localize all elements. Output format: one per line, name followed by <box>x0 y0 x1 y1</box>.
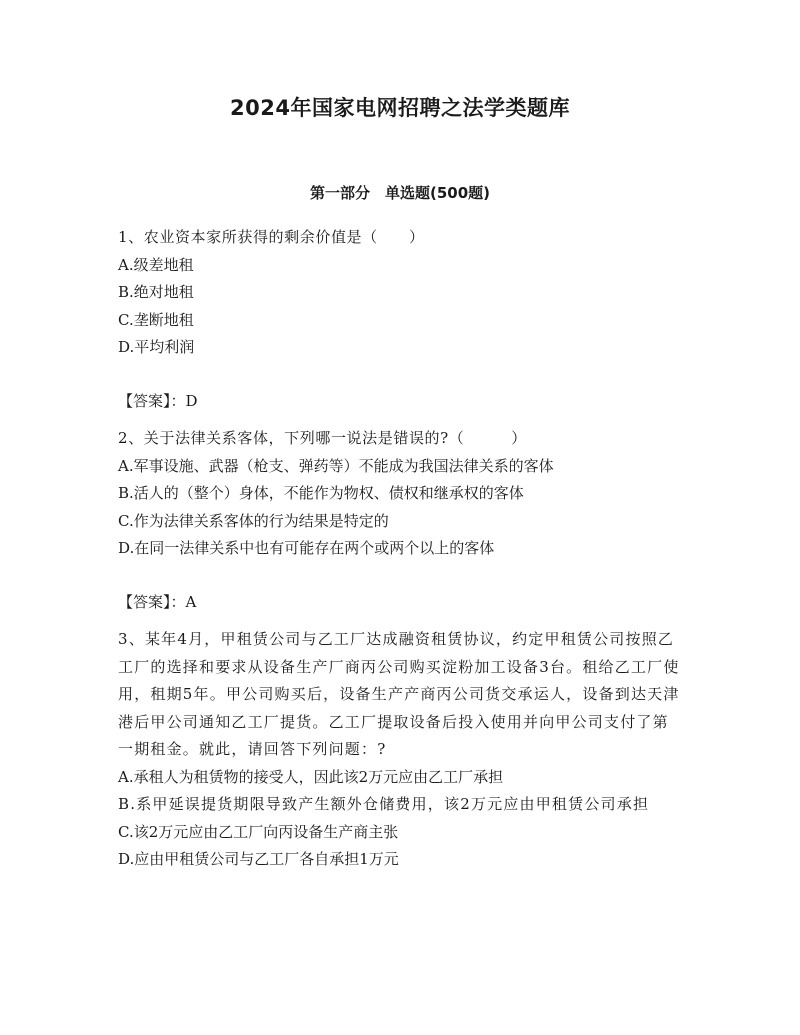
question-3 <box>118 626 684 874</box>
option-b: B.系甲延误提货期限导致产生额外仓储费用，该2万元应由甲租赁公司承担 <box>118 795 650 813</box>
option-d: D.应由甲租赁公司与乙工厂各自承担1万元 <box>118 850 399 868</box>
question-stem: 3、某年4月，甲租赁公司与乙工厂达成融资租赁协议，约定甲租赁公司按照乙工厂的选择和要求从设备生产厂商丙公司购买淀粉加工设备3台。租给乙工厂使用，租期5年。甲公司购买后，设备生产产商丙公司货交承运人，设备到达天津港后甲公司通知乙工厂提货。乙工厂提取设备后投入使用并向甲公司支付了第一期租金。就此，请回答下列问题：? <box>118 630 680 758</box>
option-a: A.军事设施、武器（枪支、弹药等）不能成为我国法律关系的客体 <box>118 456 554 475</box>
question-stem: 2、关于法律关系客体，下列哪一说法是错误的?（ ） <box>118 429 527 447</box>
option-d: D.平均利润 <box>118 338 195 356</box>
section-title: 第一部分 单选题(500题) <box>309 184 491 202</box>
option-a: A.级差地租 <box>118 255 194 274</box>
question-stem: 1、农业资本家所获得的剩余价值是（ ） <box>118 228 425 246</box>
option-c: C.垄断地租 <box>118 310 194 329</box>
answer-label: 【答案】： <box>118 391 186 410</box>
option-a: A.承租人为租赁物的接受人，因此该2万元应由乙工厂承担 <box>118 767 504 786</box>
question-1 <box>118 224 684 415</box>
answer-value: A <box>185 592 197 611</box>
answer-line <box>118 388 684 416</box>
question-2 <box>118 425 684 616</box>
option-d: D.在同一法律关系中也有可能存在两个或两个以上的客体 <box>118 539 495 557</box>
answer-line <box>118 589 684 617</box>
option-c: C.作为法律关系客体的行为结果是特定的 <box>118 511 389 530</box>
option-b: B.活人的（整个）身体，不能作为物权、债权和继承权的客体 <box>118 484 524 502</box>
answer-label: 【答案】： <box>118 592 186 611</box>
option-b: B.绝对地租 <box>118 283 194 301</box>
question-list <box>118 224 684 874</box>
answer-value: D <box>185 391 198 410</box>
document-title: 2024年国家电网招聘之法学类题库 <box>230 96 570 120</box>
option-c: C.该2万元应由乙工厂向丙设备生产商主张 <box>118 822 399 841</box>
